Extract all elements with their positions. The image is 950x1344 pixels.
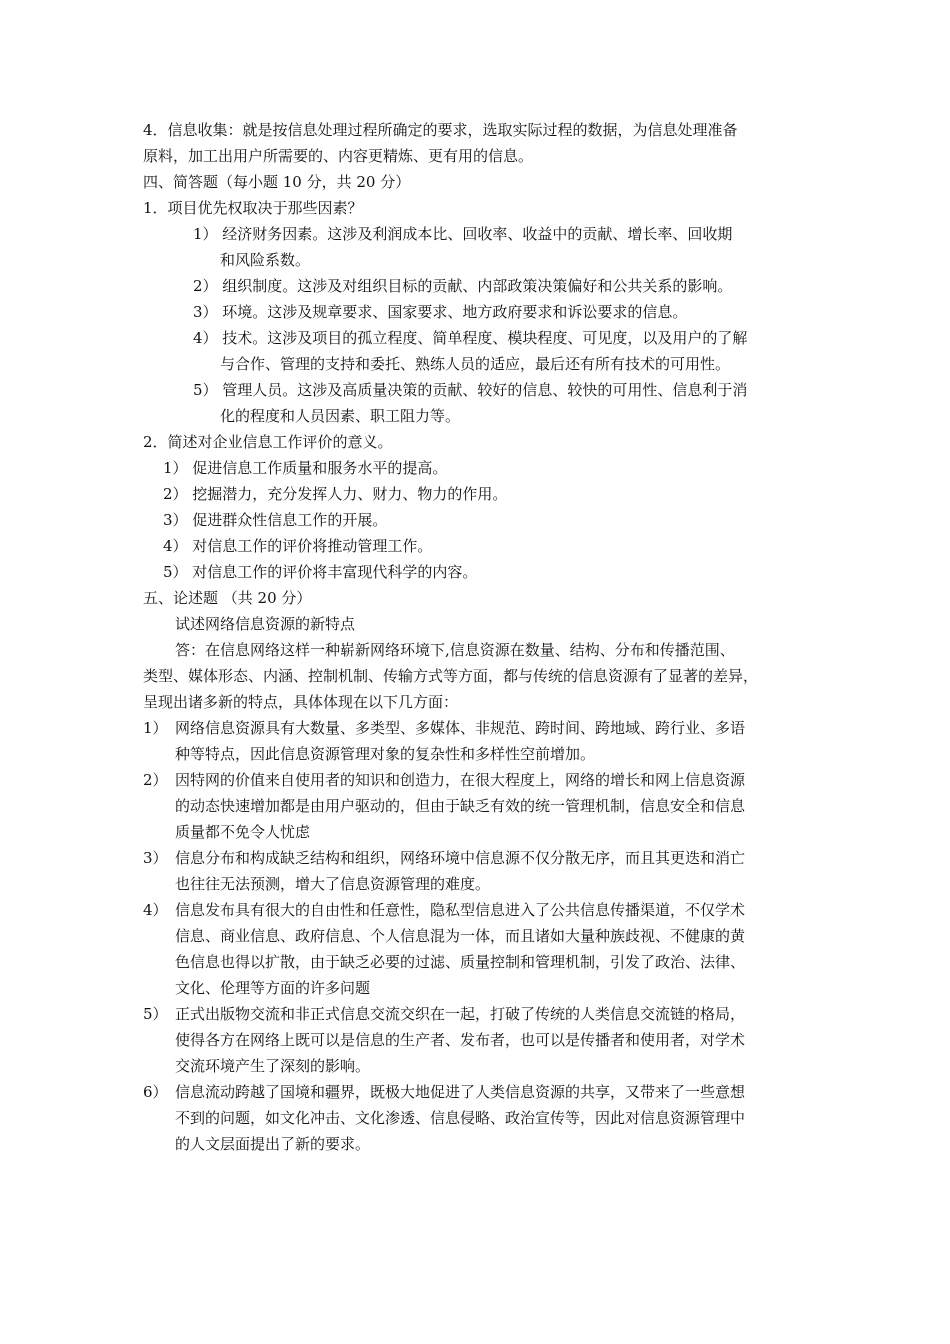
s5-point-2-num: 2）: [143, 771, 168, 789]
s5-point-5-line-1: 正式出版物交流和非正式信息交流交织在一起，打破了传统的人类信息交流链的格局，: [175, 1005, 746, 1023]
s4-q1-title: 1．项目优先权取决于那些因素？: [143, 199, 363, 217]
s5-point-1-line-1: 网络信息资源具有大数量、多类型、多媒体、非规范、跨时间、跨地域、跨行业、多语: [175, 719, 746, 737]
s4-q1-item-5-cont: 化的程度和人员因素、职工阻力等。: [220, 407, 461, 425]
s5-point-3-num: 3）: [143, 849, 168, 867]
s4-q2-item-5: 5） 对信息工作的评价将丰富现代科学的内容。: [163, 563, 478, 581]
s5-point-5-line-3: 交流环境产生了深刻的影响。: [175, 1057, 371, 1075]
s5-point-3-line-1: 信息分布和构成缺乏结构和组织，网络环境中信息源不仅分散无序，而且其更迭和消亡: [175, 849, 746, 867]
s5-point-6-line-1: 信息流动跨越了国境和疆界，既极大地促进了人类信息资源的共享，又带来了一些意想: [175, 1083, 746, 1101]
s5-point-4-num: 4）: [143, 901, 168, 919]
s4-q2-title: 2．简述对企业信息工作评价的意义。: [143, 433, 393, 451]
s4-q1-item-2: 2） 组织制度。这涉及对组织目标的贡献、内部政策决策偏好和公共关系的影响。: [193, 277, 733, 295]
s4-q1-item-3: 3） 环境。这涉及规章要求、国家要求、地方政府要求和诉讼要求的信息。: [193, 303, 688, 321]
s4-q1-item-1: 1） 经济财务因素。这涉及利润成本比、回收率、收益中的贡献、增长率、回收期: [193, 225, 733, 243]
s5-point-1-line-2: 种等特点，因此信息资源管理对象的复杂性和多样性空前增加。: [175, 745, 596, 763]
s5-point-1-num: 1）: [143, 719, 168, 737]
s5-answer-line-2: 类型、媒体形态、内涵、控制机制、传输方式等方面，都与传统的信息资源有了显著的差异，: [143, 667, 759, 685]
s5-point-2-line-2: 的动态快速增加都是由用户驱动的，但由于缺乏有效的统一管理机制，信息安全和信息: [175, 797, 746, 815]
q4-line-2: 原料，加工出用户所需要的、内容更精炼、更有用的信息。: [143, 147, 534, 165]
s5-point-6-line-3: 的人文层面提出了新的要求。: [175, 1135, 371, 1153]
s4-q2-item-1: 1） 促进信息工作质量和服务水平的提高。: [163, 459, 448, 477]
s4-q1-item-4: 4） 技术。这涉及项目的孤立程度、简单程度、模块程度、可见度，以及用户的了解: [193, 329, 748, 347]
s5-point-4-line-4: 文化、伦理等方面的许多问题: [175, 979, 371, 997]
s5-point-2-line-3: 质量都不免令人忧虑: [175, 823, 311, 841]
s4-q2-item-4: 4） 对信息工作的评价将推动管理工作。: [163, 537, 433, 555]
s5-point-5-num: 5）: [143, 1005, 168, 1023]
s5-answer-line-1: 答：在信息网络这样一种崭新网络环境下,信息资源在数量、结构、分布和传播范围、: [175, 641, 735, 659]
s5-point-4-line-1: 信息发布具有很大的自由性和任意性，隐私型信息进入了公共信息传播渠道，不仅学术: [175, 901, 746, 919]
s5-point-6-line-2: 不到的问题，如文化冲击、文化渗透、信息侵略、政治宣传等，因此对信息资源管理中: [175, 1109, 746, 1127]
s5-question: 试述网络信息资源的新特点: [175, 615, 356, 633]
s5-point-2-line-1: 因特网的价值来自使用者的知识和创造力，在很大程度上，网络的增长和网上信息资源: [175, 771, 746, 789]
s5-answer-line-3: 呈现出诸多新的特点，具体体现在以下几方面：: [143, 693, 459, 711]
s4-q1-item-4-cont: 与合作、管理的支持和委托、熟练人员的适应，最后还有所有技术的可用性。: [220, 355, 731, 373]
s4-q2-item-3: 3） 促进群众性信息工作的开展。: [163, 511, 388, 529]
section-4-heading: 四、简答题（每小题 10 分，共 20 分）: [143, 173, 411, 191]
s4-q1-item-5: 5） 管理人员。这涉及高质量决策的贡献、较好的信息、较快的可用性、信息利于消: [193, 381, 748, 399]
s5-point-6-num: 6）: [143, 1083, 168, 1101]
q4-line-1: 4．信息收集：就是按信息处理过程所确定的要求，选取实际过程的数据，为信息处理准备: [143, 121, 738, 139]
s4-q2-item-2: 2） 挖掘潜力，充分发挥人力、财力、物力的作用。: [163, 485, 508, 503]
s5-point-5-line-2: 使得各方在网络上既可以是信息的生产者、发布者，也可以是传播者和使用者，对学术: [175, 1031, 746, 1049]
s5-point-4-line-3: 色信息也得以扩散，由于缺乏必要的过滤、质量控制和管理机制，引发了政治、法律、: [175, 953, 746, 971]
s5-point-4-line-2: 信息、商业信息、政府信息、个人信息混为一体，而且诸如大量种族歧视、不健康的黄: [175, 927, 746, 945]
section-5-heading: 五、论述题 （共 20 分）: [143, 589, 312, 607]
s5-point-3-line-2: 也往往无法预测，增大了信息资源管理的难度。: [175, 875, 491, 893]
s4-q1-item-1-cont: 和风险系数。: [220, 251, 311, 269]
